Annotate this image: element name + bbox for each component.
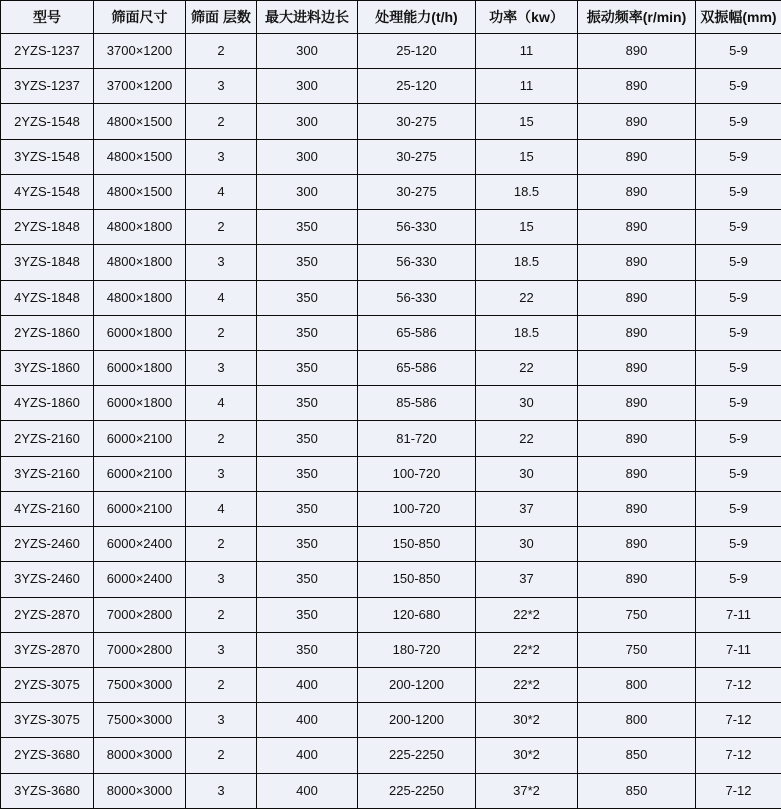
cell-screen-size: 4800×1800 bbox=[94, 280, 186, 315]
cell-amplitude: 5-9 bbox=[696, 456, 781, 491]
column-header-capacity: 处理能力(t/h) bbox=[358, 1, 476, 34]
cell-model: 3YZS-1548 bbox=[1, 139, 94, 174]
cell-capacity: 65-586 bbox=[358, 350, 476, 385]
cell-frequency: 850 bbox=[578, 738, 696, 773]
cell-screen-layers: 4 bbox=[186, 280, 257, 315]
cell-capacity: 25-120 bbox=[358, 34, 476, 69]
cell-amplitude: 5-9 bbox=[696, 245, 781, 280]
table-row bbox=[1, 703, 781, 738]
cell-max-feed-size: 350 bbox=[257, 491, 358, 526]
cell-capacity: 225-2250 bbox=[358, 738, 476, 773]
cell-max-feed-size: 350 bbox=[257, 386, 358, 421]
cell-max-feed-size: 300 bbox=[257, 69, 358, 104]
cell-frequency: 800 bbox=[578, 703, 696, 738]
cell-capacity: 30-275 bbox=[358, 174, 476, 209]
cell-frequency: 890 bbox=[578, 562, 696, 597]
cell-power: 22 bbox=[476, 350, 578, 385]
cell-model: 3YZS-2460 bbox=[1, 562, 94, 597]
cell-screen-layers: 4 bbox=[186, 491, 257, 526]
cell-amplitude: 5-9 bbox=[696, 386, 781, 421]
cell-frequency: 890 bbox=[578, 456, 696, 491]
cell-max-feed-size: 350 bbox=[257, 421, 358, 456]
cell-model: 2YZS-2160 bbox=[1, 421, 94, 456]
cell-capacity: 30-275 bbox=[358, 139, 476, 174]
cell-capacity: 65-586 bbox=[358, 315, 476, 350]
cell-max-feed-size: 350 bbox=[257, 562, 358, 597]
cell-capacity: 200-1200 bbox=[358, 667, 476, 702]
cell-model: 3YZS-2160 bbox=[1, 456, 94, 491]
cell-amplitude: 5-9 bbox=[696, 491, 781, 526]
cell-power: 15 bbox=[476, 210, 578, 245]
table-row bbox=[1, 34, 781, 69]
cell-screen-size: 6000×1800 bbox=[94, 350, 186, 385]
cell-model: 3YZS-3680 bbox=[1, 773, 94, 808]
cell-amplitude: 5-9 bbox=[696, 34, 781, 69]
cell-screen-layers: 3 bbox=[186, 350, 257, 385]
cell-model: 3YZS-1860 bbox=[1, 350, 94, 385]
cell-model: 2YZS-1237 bbox=[1, 34, 94, 69]
cell-power: 30 bbox=[476, 527, 578, 562]
cell-power: 30 bbox=[476, 456, 578, 491]
cell-amplitude: 7-12 bbox=[696, 703, 781, 738]
table-row bbox=[1, 527, 781, 562]
cell-screen-size: 4800×1500 bbox=[94, 104, 186, 139]
cell-amplitude: 5-9 bbox=[696, 562, 781, 597]
cell-screen-size: 6000×1800 bbox=[94, 386, 186, 421]
cell-capacity: 150-850 bbox=[358, 562, 476, 597]
cell-amplitude: 5-9 bbox=[696, 280, 781, 315]
cell-frequency: 890 bbox=[578, 69, 696, 104]
cell-max-feed-size: 300 bbox=[257, 104, 358, 139]
cell-screen-size: 4800×1500 bbox=[94, 174, 186, 209]
cell-screen-layers: 2 bbox=[186, 315, 257, 350]
cell-max-feed-size: 350 bbox=[257, 315, 358, 350]
table-row bbox=[1, 104, 781, 139]
cell-screen-size: 3700×1200 bbox=[94, 69, 186, 104]
cell-model: 2YZS-1860 bbox=[1, 315, 94, 350]
cell-max-feed-size: 300 bbox=[257, 139, 358, 174]
cell-power: 22*2 bbox=[476, 597, 578, 632]
cell-amplitude: 5-9 bbox=[696, 174, 781, 209]
table-header-row bbox=[1, 1, 781, 34]
cell-frequency: 890 bbox=[578, 315, 696, 350]
cell-model: 4YZS-1548 bbox=[1, 174, 94, 209]
table-row bbox=[1, 773, 781, 808]
cell-power: 22*2 bbox=[476, 632, 578, 667]
table-row bbox=[1, 280, 781, 315]
cell-frequency: 890 bbox=[578, 245, 696, 280]
cell-screen-size: 8000×3000 bbox=[94, 773, 186, 808]
cell-screen-layers: 2 bbox=[186, 34, 257, 69]
cell-model: 2YZS-1548 bbox=[1, 104, 94, 139]
cell-capacity: 100-720 bbox=[358, 456, 476, 491]
cell-max-feed-size: 350 bbox=[257, 456, 358, 491]
cell-power: 37 bbox=[476, 491, 578, 526]
cell-model: 4YZS-2160 bbox=[1, 491, 94, 526]
cell-capacity: 120-680 bbox=[358, 597, 476, 632]
cell-screen-size: 4800×1800 bbox=[94, 245, 186, 280]
cell-model: 3YZS-3075 bbox=[1, 703, 94, 738]
column-header-screen-layers: 筛面 层数 bbox=[186, 1, 257, 34]
cell-model: 2YZS-2870 bbox=[1, 597, 94, 632]
table-row bbox=[1, 421, 781, 456]
cell-capacity: 85-586 bbox=[358, 386, 476, 421]
cell-power: 11 bbox=[476, 34, 578, 69]
cell-screen-layers: 3 bbox=[186, 139, 257, 174]
cell-screen-layers: 2 bbox=[186, 597, 257, 632]
cell-max-feed-size: 400 bbox=[257, 667, 358, 702]
cell-frequency: 890 bbox=[578, 104, 696, 139]
cell-screen-layers: 2 bbox=[186, 738, 257, 773]
table-row bbox=[1, 69, 781, 104]
cell-frequency: 890 bbox=[578, 421, 696, 456]
cell-max-feed-size: 350 bbox=[257, 280, 358, 315]
cell-screen-layers: 2 bbox=[186, 667, 257, 702]
cell-capacity: 225-2250 bbox=[358, 773, 476, 808]
cell-screen-layers: 2 bbox=[186, 104, 257, 139]
cell-screen-layers: 3 bbox=[186, 456, 257, 491]
cell-model: 2YZS-3075 bbox=[1, 667, 94, 702]
table-row bbox=[1, 491, 781, 526]
cell-frequency: 890 bbox=[578, 34, 696, 69]
cell-max-feed-size: 350 bbox=[257, 245, 358, 280]
cell-amplitude: 7-12 bbox=[696, 667, 781, 702]
table-row bbox=[1, 667, 781, 702]
cell-power: 22 bbox=[476, 280, 578, 315]
cell-max-feed-size: 300 bbox=[257, 34, 358, 69]
cell-power: 15 bbox=[476, 139, 578, 174]
cell-amplitude: 7-11 bbox=[696, 632, 781, 667]
cell-screen-size: 6000×2400 bbox=[94, 527, 186, 562]
cell-screen-layers: 4 bbox=[186, 386, 257, 421]
cell-capacity: 56-330 bbox=[358, 245, 476, 280]
cell-power: 22 bbox=[476, 421, 578, 456]
table-row bbox=[1, 315, 781, 350]
cell-screen-size: 7000×2800 bbox=[94, 632, 186, 667]
column-header-amplitude: 双振幅(mm) bbox=[696, 1, 781, 34]
cell-max-feed-size: 350 bbox=[257, 632, 358, 667]
cell-frequency: 890 bbox=[578, 174, 696, 209]
cell-model: 4YZS-1848 bbox=[1, 280, 94, 315]
cell-capacity: 25-120 bbox=[358, 69, 476, 104]
cell-frequency: 750 bbox=[578, 597, 696, 632]
cell-frequency: 890 bbox=[578, 350, 696, 385]
table-row bbox=[1, 738, 781, 773]
cell-screen-size: 6000×2100 bbox=[94, 491, 186, 526]
cell-screen-layers: 3 bbox=[186, 632, 257, 667]
cell-amplitude: 7-12 bbox=[696, 773, 781, 808]
cell-power: 30*2 bbox=[476, 738, 578, 773]
cell-capacity: 100-720 bbox=[358, 491, 476, 526]
column-header-frequency: 振动频率(r/min) bbox=[578, 1, 696, 34]
cell-screen-size: 8000×3000 bbox=[94, 738, 186, 773]
cell-screen-layers: 3 bbox=[186, 69, 257, 104]
cell-capacity: 56-330 bbox=[358, 280, 476, 315]
cell-screen-size: 4800×1500 bbox=[94, 139, 186, 174]
cell-capacity: 180-720 bbox=[358, 632, 476, 667]
cell-screen-size: 3700×1200 bbox=[94, 34, 186, 69]
cell-power: 22*2 bbox=[476, 667, 578, 702]
cell-max-feed-size: 400 bbox=[257, 738, 358, 773]
cell-screen-layers: 3 bbox=[186, 703, 257, 738]
table-row bbox=[1, 174, 781, 209]
cell-frequency: 850 bbox=[578, 773, 696, 808]
cell-amplitude: 7-12 bbox=[696, 738, 781, 773]
cell-model: 2YZS-1848 bbox=[1, 210, 94, 245]
cell-frequency: 800 bbox=[578, 667, 696, 702]
cell-capacity: 150-850 bbox=[358, 527, 476, 562]
cell-max-feed-size: 300 bbox=[257, 174, 358, 209]
cell-screen-size: 6000×2100 bbox=[94, 421, 186, 456]
cell-frequency: 890 bbox=[578, 491, 696, 526]
table-body bbox=[1, 34, 781, 809]
cell-screen-layers: 3 bbox=[186, 562, 257, 597]
cell-amplitude: 5-9 bbox=[696, 315, 781, 350]
cell-model: 4YZS-1860 bbox=[1, 386, 94, 421]
cell-amplitude: 5-9 bbox=[696, 69, 781, 104]
cell-amplitude: 5-9 bbox=[696, 210, 781, 245]
cell-screen-size: 7000×2800 bbox=[94, 597, 186, 632]
cell-screen-size: 7500×3000 bbox=[94, 703, 186, 738]
cell-frequency: 750 bbox=[578, 632, 696, 667]
cell-frequency: 890 bbox=[578, 280, 696, 315]
cell-max-feed-size: 400 bbox=[257, 703, 358, 738]
cell-frequency: 890 bbox=[578, 527, 696, 562]
cell-model: 2YZS-3680 bbox=[1, 738, 94, 773]
column-header-model: 型号 bbox=[1, 1, 94, 34]
table-row bbox=[1, 632, 781, 667]
column-header-power: 功率（kw） bbox=[476, 1, 578, 34]
cell-screen-layers: 2 bbox=[186, 210, 257, 245]
cell-max-feed-size: 350 bbox=[257, 597, 358, 632]
cell-amplitude: 7-11 bbox=[696, 597, 781, 632]
cell-model: 3YZS-2870 bbox=[1, 632, 94, 667]
cell-capacity: 30-275 bbox=[358, 104, 476, 139]
cell-screen-layers: 4 bbox=[186, 174, 257, 209]
cell-screen-size: 7500×3000 bbox=[94, 667, 186, 702]
table-row bbox=[1, 456, 781, 491]
table-row bbox=[1, 562, 781, 597]
cell-capacity: 81-720 bbox=[358, 421, 476, 456]
column-header-screen-size: 筛面尺寸 bbox=[94, 1, 186, 34]
cell-frequency: 890 bbox=[578, 210, 696, 245]
cell-screen-layers: 2 bbox=[186, 527, 257, 562]
table-row bbox=[1, 597, 781, 632]
cell-power: 18.5 bbox=[476, 315, 578, 350]
cell-power: 30 bbox=[476, 386, 578, 421]
cell-screen-layers: 2 bbox=[186, 421, 257, 456]
table-row bbox=[1, 386, 781, 421]
cell-frequency: 890 bbox=[578, 139, 696, 174]
cell-max-feed-size: 400 bbox=[257, 773, 358, 808]
cell-screen-size: 6000×1800 bbox=[94, 315, 186, 350]
cell-power: 30*2 bbox=[476, 703, 578, 738]
cell-power: 37*2 bbox=[476, 773, 578, 808]
cell-capacity: 56-330 bbox=[358, 210, 476, 245]
cell-amplitude: 5-9 bbox=[696, 527, 781, 562]
cell-amplitude: 5-9 bbox=[696, 421, 781, 456]
cell-screen-layers: 3 bbox=[186, 245, 257, 280]
table-row bbox=[1, 245, 781, 280]
cell-screen-layers: 3 bbox=[186, 773, 257, 808]
cell-capacity: 200-1200 bbox=[358, 703, 476, 738]
cell-model: 3YZS-1237 bbox=[1, 69, 94, 104]
table-header bbox=[1, 1, 781, 34]
cell-screen-size: 4800×1800 bbox=[94, 210, 186, 245]
cell-power: 37 bbox=[476, 562, 578, 597]
table-row bbox=[1, 210, 781, 245]
cell-screen-size: 6000×2100 bbox=[94, 456, 186, 491]
cell-power: 15 bbox=[476, 104, 578, 139]
cell-max-feed-size: 350 bbox=[257, 210, 358, 245]
cell-power: 11 bbox=[476, 69, 578, 104]
table-row bbox=[1, 139, 781, 174]
table-row bbox=[1, 350, 781, 385]
cell-amplitude: 5-9 bbox=[696, 104, 781, 139]
cell-model: 3YZS-1848 bbox=[1, 245, 94, 280]
cell-max-feed-size: 350 bbox=[257, 350, 358, 385]
cell-max-feed-size: 350 bbox=[257, 527, 358, 562]
cell-model: 2YZS-2460 bbox=[1, 527, 94, 562]
cell-amplitude: 5-9 bbox=[696, 350, 781, 385]
cell-frequency: 890 bbox=[578, 386, 696, 421]
column-header-max-feed-size: 最大进料边长 bbox=[257, 1, 358, 34]
cell-power: 18.5 bbox=[476, 174, 578, 209]
cell-amplitude: 5-9 bbox=[696, 139, 781, 174]
cell-power: 18.5 bbox=[476, 245, 578, 280]
cell-screen-size: 6000×2400 bbox=[94, 562, 186, 597]
